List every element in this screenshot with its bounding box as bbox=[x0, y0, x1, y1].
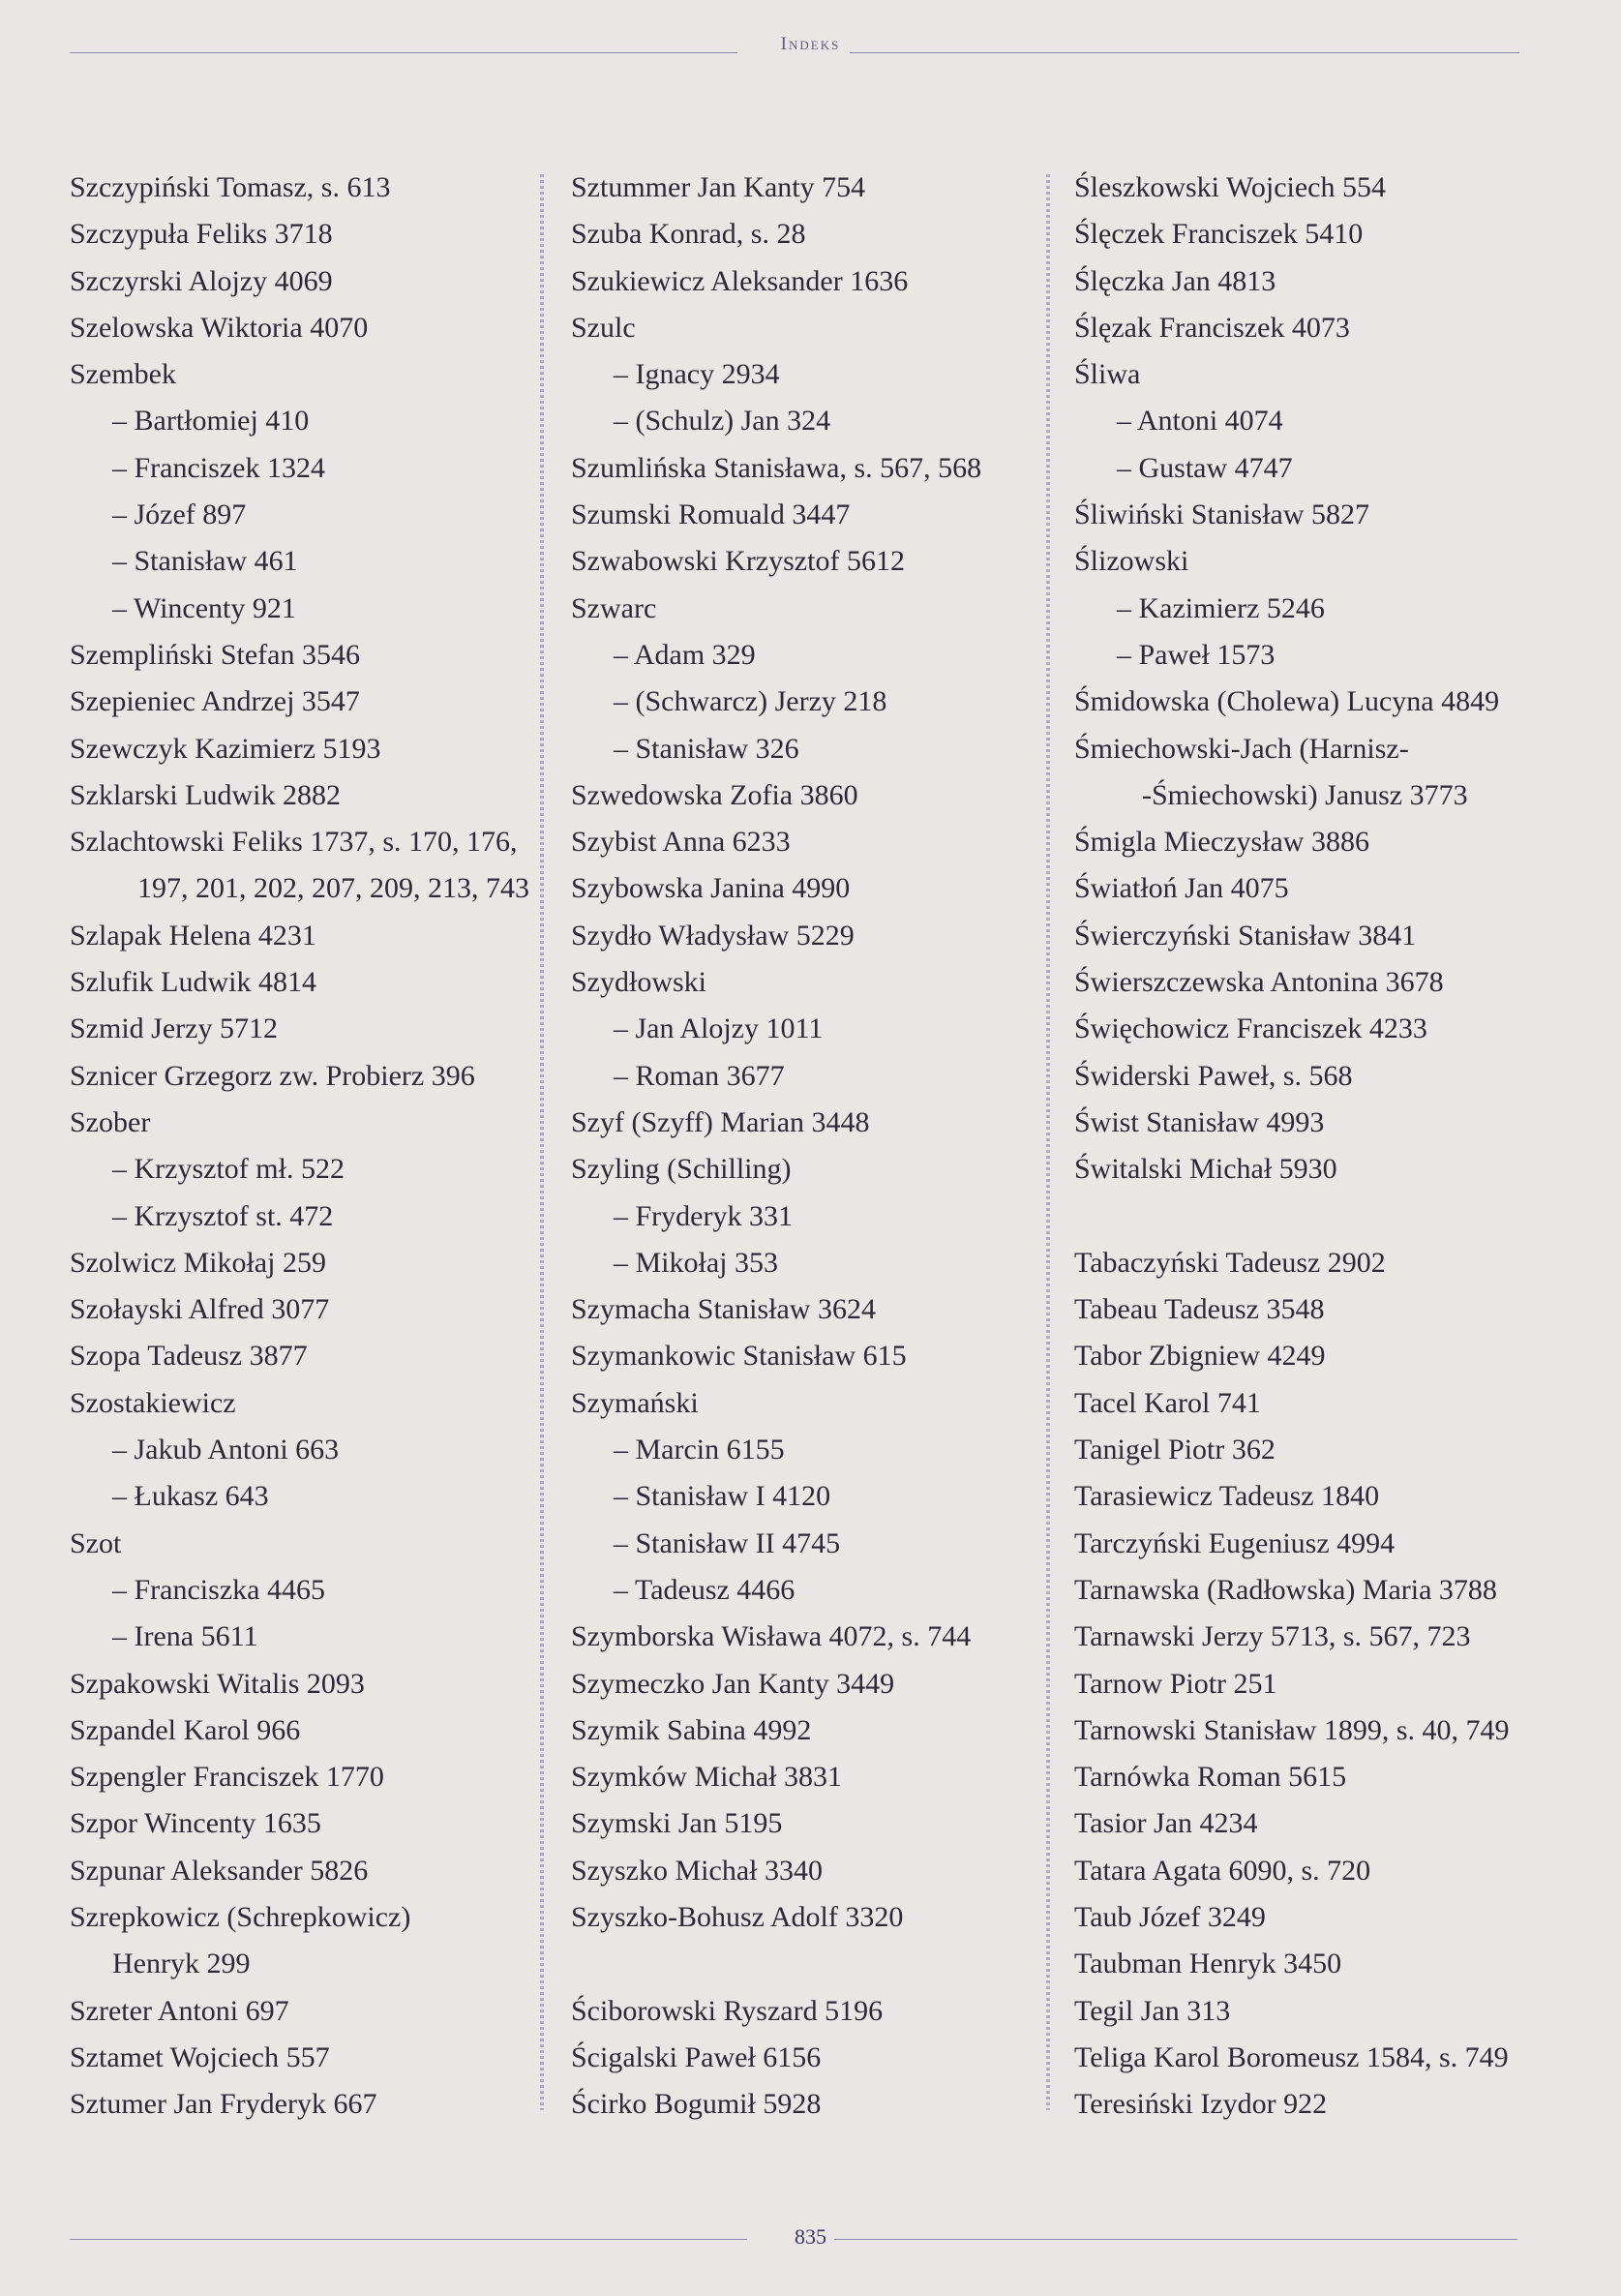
index-entry: Szydłowski bbox=[571, 966, 707, 999]
index-subentry: – Gustaw 4747 bbox=[1117, 451, 1293, 484]
running-header: Indeks bbox=[780, 34, 841, 54]
index-entry: Szpunar Aleksander 5826 bbox=[70, 1854, 369, 1887]
index-entry: Szczypuła Feliks 3718 bbox=[70, 218, 333, 251]
index-entry: Tarnow Piotr 251 bbox=[1074, 1667, 1277, 1700]
index-entry: Szober bbox=[70, 1105, 151, 1138]
index-subentry: – Stanisław I 4120 bbox=[614, 1480, 831, 1513]
index-subentry: – Marcin 6155 bbox=[614, 1434, 785, 1466]
index-entry: Szreter Antoni 697 bbox=[70, 1994, 289, 2027]
index-entry: Śmiechowski-Jach (Harnisz- bbox=[1074, 732, 1409, 765]
index-entry: Szempliński Stefan 3546 bbox=[70, 638, 360, 671]
section-gap bbox=[1074, 1193, 1510, 1240]
index-entry: Tarnawska (Radłowska) Maria 3788 bbox=[1074, 1573, 1497, 1606]
index-entry: Szlachtowski Feliks 1737, s. 170, 176, bbox=[70, 826, 518, 859]
index-entry: Tabor Zbigniew 4249 bbox=[1074, 1340, 1326, 1373]
index-entry: Śleszkowski Wojciech 554 bbox=[1074, 171, 1386, 203]
index-entry: Szpor Wincenty 1635 bbox=[70, 1807, 321, 1840]
index-entry: Szumski Romuald 3447 bbox=[571, 498, 851, 531]
index-entry: Tanigel Piotr 362 bbox=[1074, 1434, 1276, 1466]
index-entry: Szpengler Franciszek 1770 bbox=[70, 1761, 384, 1794]
index-entry: Świerszczewska Antonina 3678 bbox=[1074, 966, 1444, 999]
index-entry: Ścigalski Paweł 6156 bbox=[571, 2040, 822, 2073]
section-gap bbox=[571, 1941, 981, 1987]
index-entry: Tasior Jan 4234 bbox=[1074, 1807, 1258, 1840]
index-subentry: – Franciszka 4465 bbox=[112, 1573, 325, 1606]
index-entry: Świderski Paweł, s. 568 bbox=[1074, 1059, 1353, 1092]
index-entry: Szymacha Stanisław 3624 bbox=[571, 1293, 876, 1326]
column-separator-2 bbox=[1046, 174, 1050, 2110]
index-entry: Tegil Jan 313 bbox=[1074, 1994, 1231, 2027]
index-entry: Szyf (Szyff) Marian 3448 bbox=[571, 1105, 870, 1138]
index-entry: Szymik Sabina 4992 bbox=[571, 1713, 812, 1746]
index-entry: Szybist Anna 6233 bbox=[571, 826, 791, 859]
index-subentry: – Franciszek 1324 bbox=[112, 451, 325, 484]
index-entry: Tatara Agata 6090, s. 720 bbox=[1074, 1854, 1371, 1887]
index-entry: Szybowska Janina 4990 bbox=[571, 872, 851, 905]
index-column-2 bbox=[571, 165, 981, 2128]
index-entry: Ślęczka Jan 4813 bbox=[1074, 264, 1276, 297]
index-entry: Sztumer Jan Fryderyk 667 bbox=[70, 2088, 377, 2121]
index-entry: Szewczyk Kazimierz 5193 bbox=[70, 732, 381, 765]
header-rule-right bbox=[850, 52, 1519, 53]
index-entry: Szwabowski Krzysztof 5612 bbox=[571, 545, 905, 578]
index-subentry: – Antoni 4074 bbox=[1117, 405, 1283, 438]
index-entry: Tarczyński Eugeniusz 4994 bbox=[1074, 1526, 1396, 1559]
index-subentry: – Paweł 1573 bbox=[1117, 638, 1276, 671]
index-entry: Szymski Jan 5195 bbox=[571, 1807, 783, 1840]
index-entry: Szepieniec Andrzej 3547 bbox=[70, 685, 360, 718]
index-entry: Szumlińska Stanisława, s. 567, 568 bbox=[571, 451, 982, 484]
index-entry: Taubman Henryk 3450 bbox=[1074, 1948, 1342, 1980]
index-subentry: – Jan Alojzy 1011 bbox=[614, 1012, 824, 1045]
index-entry: Szymankowic Stanisław 615 bbox=[571, 1340, 907, 1373]
index-entry: Szembek bbox=[70, 358, 176, 391]
index-entry: Szyszko-Bohusz Adolf 3320 bbox=[571, 1900, 904, 1933]
index-entry: Sznicer Grzegorz zw. Probierz 396 bbox=[70, 1059, 475, 1092]
index-entry: Szymeczko Jan Kanty 3449 bbox=[571, 1667, 895, 1700]
index-entry: Szostakiewicz bbox=[70, 1386, 236, 1419]
index-entry: Śmigla Mieczysław 3886 bbox=[1074, 826, 1369, 859]
index-entry: Tacel Karol 741 bbox=[1074, 1386, 1261, 1419]
index-subentry: – Roman 3677 bbox=[614, 1059, 785, 1092]
index-subentry: – Krzysztof st. 472 bbox=[112, 1199, 334, 1232]
index-entry-continuation: 197, 201, 202, 207, 209, 213, 743 bbox=[137, 872, 529, 905]
index-entry: Świst Stanisław 4993 bbox=[1074, 1105, 1325, 1138]
index-entry: Śmidowska (Cholewa) Lucyna 4849 bbox=[1074, 685, 1500, 718]
index-entry: Szwedowska Zofia 3860 bbox=[571, 778, 858, 811]
index-subentry: – Ignacy 2934 bbox=[614, 358, 780, 391]
index-entry: Ślęzak Franciszek 4073 bbox=[1074, 311, 1350, 344]
index-subentry: – Mikołaj 353 bbox=[614, 1246, 778, 1279]
index-subentry: – Stanisław 326 bbox=[614, 732, 799, 765]
index-entry: Szydło Władysław 5229 bbox=[571, 919, 855, 952]
index-entry: Szklarski Ludwik 2882 bbox=[70, 778, 341, 811]
index-subentry: – Tadeusz 4466 bbox=[614, 1573, 795, 1606]
index-entry: Taub Józef 3249 bbox=[1074, 1900, 1266, 1933]
index-subentry: – Bartłomiej 410 bbox=[112, 405, 310, 438]
index-entry: Sztamet Wojciech 557 bbox=[70, 2040, 330, 2073]
index-entry: Szolwicz Mikołaj 259 bbox=[70, 1246, 326, 1279]
index-subentry: – Adam 329 bbox=[614, 638, 756, 671]
index-subentry: – Jakub Antoni 663 bbox=[112, 1434, 340, 1466]
index-entry: Szulc bbox=[571, 311, 636, 344]
index-entry: Szymański bbox=[571, 1386, 699, 1419]
index-subentry: – (Schwarcz) Jerzy 218 bbox=[614, 685, 887, 718]
index-subentry: – Łukasz 643 bbox=[112, 1480, 269, 1513]
index-entry: Tarnówka Roman 5615 bbox=[1074, 1761, 1347, 1794]
index-entry: Szot bbox=[70, 1526, 122, 1559]
index-entry: Tarasiewicz Tadeusz 1840 bbox=[1074, 1480, 1380, 1513]
index-entry: Szpakowski Witalis 2093 bbox=[70, 1667, 365, 1700]
index-subentry: – Stanisław 461 bbox=[112, 545, 298, 578]
index-entry: Szczypiński Tomasz, s. 613 bbox=[70, 171, 391, 203]
index-subentry: – Krzysztof mł. 522 bbox=[112, 1153, 345, 1186]
index-subentry: – Stanisław II 4745 bbox=[614, 1526, 841, 1559]
index-entry: Szlapak Helena 4231 bbox=[70, 919, 316, 952]
column-separator-1 bbox=[540, 174, 544, 2110]
index-entry-continuation: -Śmiechowski) Janusz 3773 bbox=[1142, 778, 1468, 811]
index-entry: Śliwiński Stanisław 5827 bbox=[1074, 498, 1370, 531]
index-entry: Szołayski Alfred 3077 bbox=[70, 1293, 330, 1326]
index-entry: Szukiewicz Aleksander 1636 bbox=[571, 264, 909, 297]
index-subentry: – Fryderyk 331 bbox=[614, 1199, 793, 1232]
index-entry: Tabaczyński Tadeusz 2902 bbox=[1074, 1246, 1386, 1279]
index-subentry: – Józef 897 bbox=[112, 498, 247, 531]
index-entry: Tarnowski Stanisław 1899, s. 40, 749 bbox=[1074, 1713, 1510, 1746]
index-entry: Szymborska Wisława 4072, s. 744 bbox=[571, 1620, 972, 1653]
index-entry: Szrepkowicz (Schrepkowicz) bbox=[70, 1900, 411, 1933]
index-entry: Szwarc bbox=[571, 591, 657, 624]
index-entry: Szuba Konrad, s. 28 bbox=[571, 218, 806, 251]
index-entry: Szmid Jerzy 5712 bbox=[70, 1012, 278, 1045]
index-entry: Ścirko Bogumił 5928 bbox=[571, 2088, 822, 2121]
index-column-3 bbox=[1074, 165, 1510, 2128]
index-subentry: – Kazimierz 5246 bbox=[1117, 591, 1325, 624]
index-entry: Ślizowski bbox=[1074, 545, 1189, 578]
index-entry: Sztummer Jan Kanty 754 bbox=[571, 171, 866, 203]
index-entry: Szyling (Schilling) bbox=[571, 1153, 792, 1186]
index-entry: Teresiński Izydor 922 bbox=[1074, 2088, 1328, 2121]
index-entry: Święchowicz Franciszek 4233 bbox=[1074, 1012, 1427, 1045]
index-entry: Tarnawski Jerzy 5713, s. 567, 723 bbox=[1074, 1620, 1471, 1653]
index-entry: Ślęczek Franciszek 5410 bbox=[1074, 218, 1364, 251]
index-entry: Tabeau Tadeusz 3548 bbox=[1074, 1293, 1325, 1326]
index-entry: Szczyrski Alojzy 4069 bbox=[70, 264, 333, 297]
index-entry: Świerczyński Stanisław 3841 bbox=[1074, 919, 1417, 952]
index-column-1 bbox=[70, 165, 529, 2128]
index-entry: Śliwa bbox=[1074, 358, 1141, 391]
index-entry: Szymków Michał 3831 bbox=[571, 1761, 842, 1794]
index-subentry: – (Schulz) Jan 324 bbox=[614, 405, 831, 438]
index-entry: Szyszko Michał 3340 bbox=[571, 1854, 823, 1887]
index-entry: Teliga Karol Boromeusz 1584, s. 749 bbox=[1074, 2040, 1509, 2073]
index-subentry: Henryk 299 bbox=[112, 1948, 251, 1980]
index-entry: Szelowska Wiktoria 4070 bbox=[70, 311, 369, 344]
index-entry: Ściborowski Ryszard 5196 bbox=[571, 1994, 884, 2027]
index-entry: Szpandel Karol 966 bbox=[70, 1713, 301, 1746]
index-entry: Szopa Tadeusz 3877 bbox=[70, 1340, 308, 1373]
index-entry: Szlufik Ludwik 4814 bbox=[70, 966, 316, 999]
index-entry: Świtalski Michał 5930 bbox=[1074, 1153, 1337, 1186]
index-subentry: – Wincenty 921 bbox=[112, 591, 296, 624]
page-number: 835 bbox=[795, 2224, 826, 2249]
footer-rule-right bbox=[834, 2239, 1517, 2240]
index-entry: Światłoń Jan 4075 bbox=[1074, 872, 1289, 905]
index-subentry: – Irena 5611 bbox=[112, 1620, 258, 1653]
